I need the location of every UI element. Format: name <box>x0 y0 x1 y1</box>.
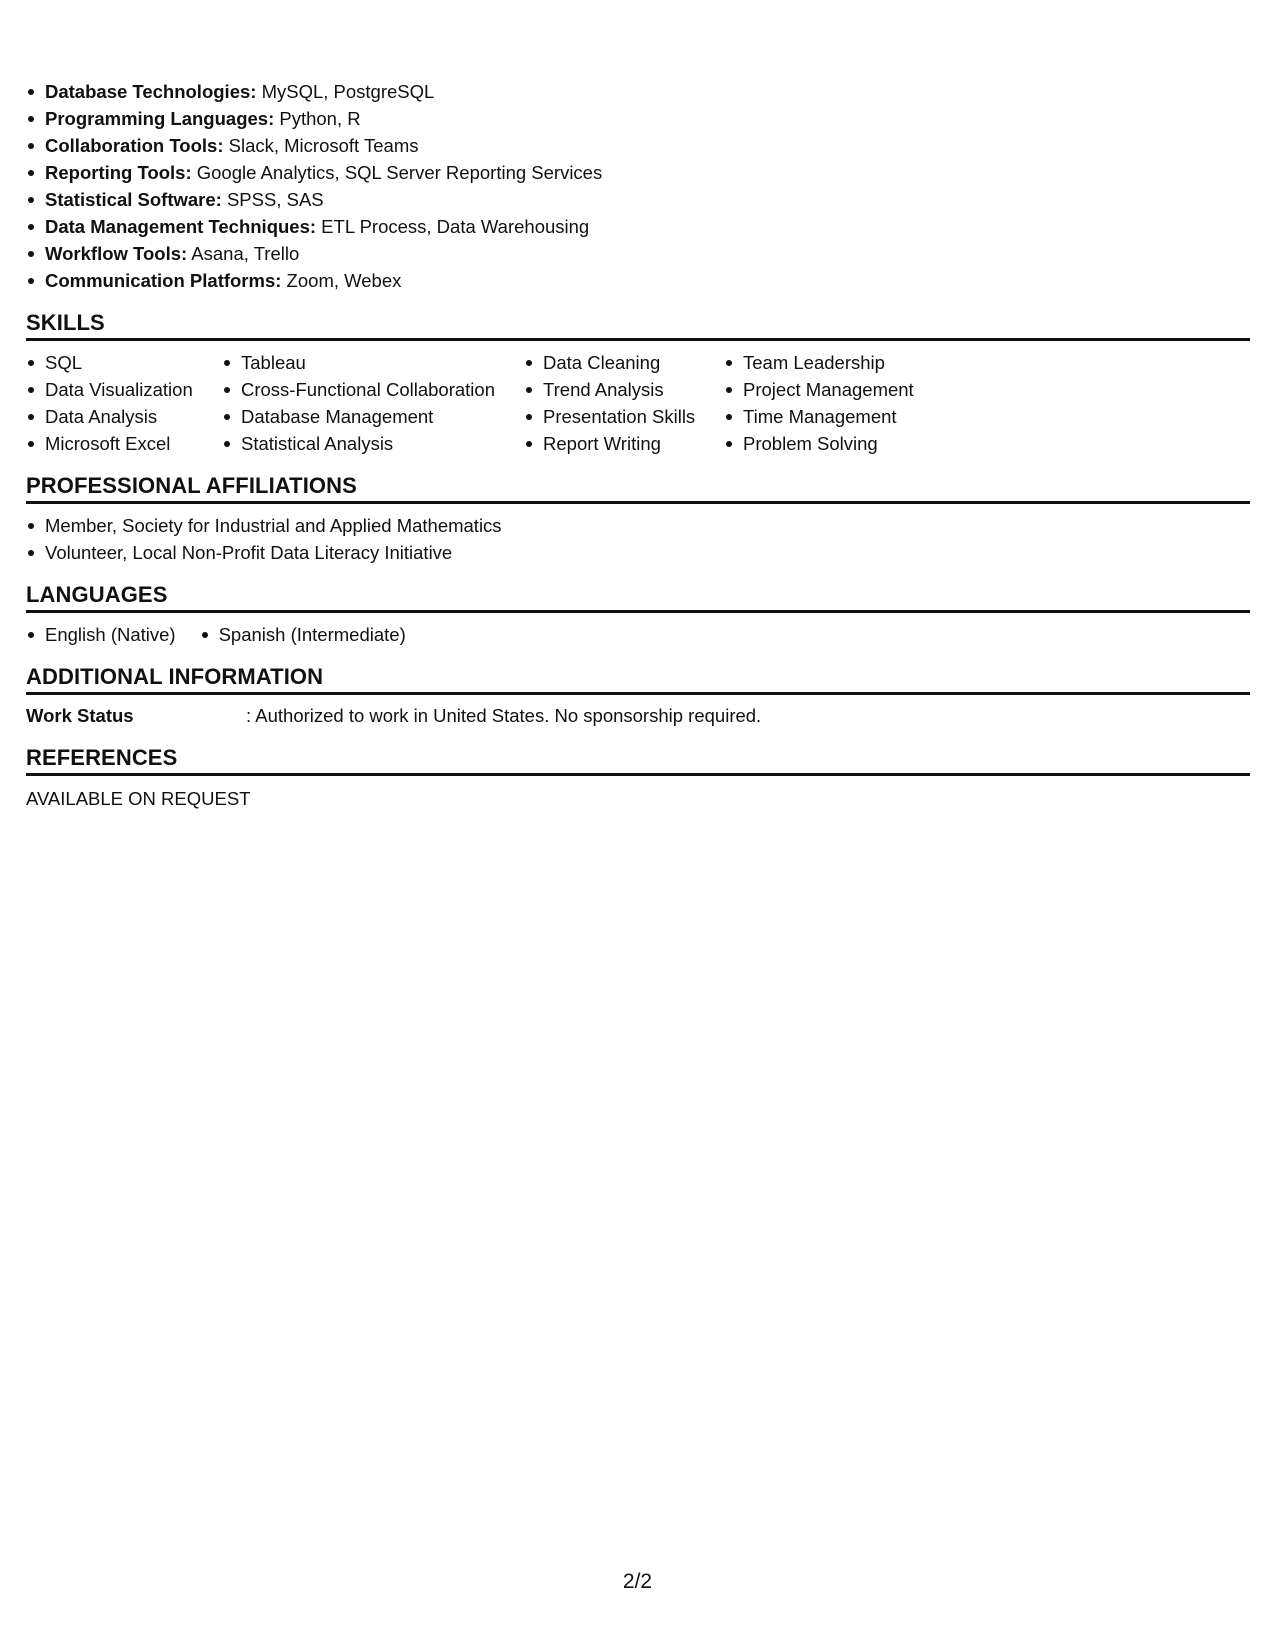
skills-column <box>26 349 222 457</box>
list-item: Problem Solving <box>724 430 984 457</box>
page-number: 2/2 <box>622 1570 653 1593</box>
list-item: Communication Platforms: Zoom, Webex <box>26 267 1250 294</box>
list-item: Tableau <box>222 349 524 376</box>
work-status-label: Work Status <box>26 705 134 726</box>
list-item: Statistical Software: SPSS, SAS <box>26 186 1250 213</box>
references-text: AVAILABLE ON REQUEST <box>26 788 251 809</box>
list-item: Data Cleaning <box>524 349 724 376</box>
list-item: Data Visualization <box>26 376 222 403</box>
affiliations-section <box>26 473 1250 566</box>
tools-list <box>26 78 1250 294</box>
list-item: Member, Society for Industrial and Applied Mathematics <box>26 512 1250 539</box>
list-item: Programming Languages: Python, R <box>26 105 1250 132</box>
list-item: Statistical Analysis <box>222 430 524 457</box>
languages-section <box>26 582 1250 648</box>
list-item: Trend Analysis <box>524 376 724 403</box>
section-title: SKILLS <box>26 310 1250 341</box>
list-item: Collaboration Tools: Slack, Microsoft Teams <box>26 132 1250 159</box>
list-item: Presentation Skills <box>524 403 724 430</box>
list-item: Reporting Tools: Google Analytics, SQL Server Reporting Services <box>26 159 1250 186</box>
list-item: English (Native) <box>26 621 176 648</box>
list-item: Time Management <box>724 403 984 430</box>
list-item: Team Leadership <box>724 349 984 376</box>
skills-column <box>524 349 724 457</box>
skills-column <box>724 349 984 457</box>
resume-page-2 <box>26 78 1250 812</box>
work-status-value: : Authorized to work in United States. No sponsorship required. <box>246 705 762 726</box>
section-title: PROFESSIONAL AFFILIATIONS <box>26 473 1250 504</box>
list-item: Database Technologies: MySQL, PostgreSQL <box>26 78 1250 105</box>
affiliations-list <box>26 512 1250 566</box>
list-item: Workflow Tools: Asana, Trello <box>26 240 1250 267</box>
list-item: Project Management <box>724 376 984 403</box>
references-section <box>26 745 1250 812</box>
section-title: REFERENCES <box>26 745 1250 776</box>
skills-grid <box>26 349 1250 457</box>
list-item: Data Management Techniques: ETL Process, Data Warehousing <box>26 213 1250 240</box>
work-status-row <box>26 703 1250 729</box>
languages-list <box>26 621 1250 648</box>
list-item: Database Management <box>222 403 524 430</box>
list-item: Cross-Functional Collaboration <box>222 376 524 403</box>
section-title: LANGUAGES <box>26 582 1250 613</box>
additional-info-section <box>26 664 1250 729</box>
list-item: Report Writing <box>524 430 724 457</box>
list-item: Microsoft Excel <box>26 430 222 457</box>
list-item: Data Analysis <box>26 403 222 430</box>
list-item: Spanish (Intermediate) <box>200 621 406 648</box>
list-item: Volunteer, Local Non-Profit Data Literacy Initiative <box>26 539 1250 566</box>
skills-column <box>222 349 524 457</box>
section-title: ADDITIONAL INFORMATION <box>26 664 1250 695</box>
list-item: SQL <box>26 349 222 376</box>
skills-section <box>26 310 1250 457</box>
